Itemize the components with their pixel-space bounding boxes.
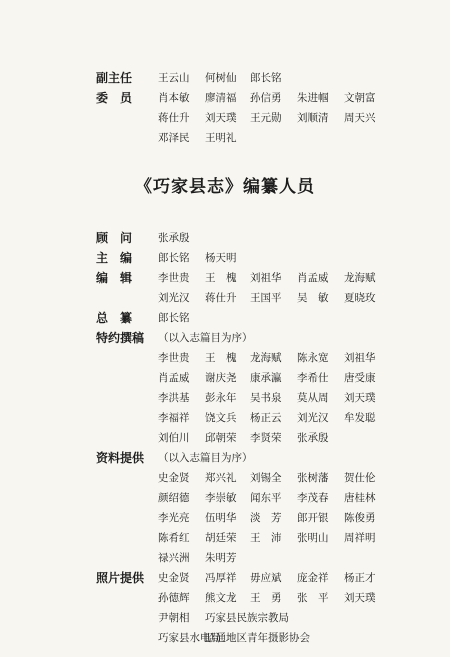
name-line [0,128,450,148]
person-name: 胡廷荣 [205,532,237,544]
person-name: 唐受康 [344,372,376,384]
person-name: 李世贵 [158,352,190,364]
person-name: 颜绍德 [158,492,190,504]
person-name: 熊文龙 [205,592,237,604]
role-row [0,228,450,248]
person-name: 李贤荣 [250,432,282,444]
person-name: 文朝富 [344,92,376,104]
person-name: 孙信勇 [250,92,282,104]
person-name: 张承殷 [158,232,190,244]
role-row [0,448,450,468]
person-name: 刘光汉 [158,292,190,304]
person-name: 陈俊勇 [344,512,376,524]
person-name: 尹朝相 [158,612,190,624]
person-name: 郎长铭 [250,72,282,84]
person-name: 刘天璞 [205,112,237,124]
role-label: 总 纂 [96,311,133,325]
person-name: 毋应斌 [250,572,282,584]
person-name: 肖本敏 [158,92,190,104]
name-line [0,588,450,608]
person-name: 何树仙 [205,72,237,84]
person-name: 巧家县水电局 [158,632,221,644]
order-note: （以入志篇目为序） [158,452,253,464]
person-name: 朱明芳 [205,552,237,564]
role-label: 顾 问 [96,231,133,245]
role-label: 照片提供 [96,571,145,585]
person-name: 饶文兵 [205,412,237,424]
name-line [0,288,450,308]
person-name: 郎长铭 [158,312,190,324]
role-label: 编 辑 [96,271,133,285]
person-name: 王 沛 [250,532,282,544]
person-name: 杨正才 [344,572,376,584]
name-line [0,608,450,628]
person-name: 周祥明 [344,532,376,544]
name-line [0,108,450,128]
role-row [0,68,450,88]
person-name: 史金贤 [158,572,190,584]
person-name: 郎长铭 [158,252,190,264]
person-name: 康承瀛 [250,372,282,384]
person-name: 王 槐 [205,272,237,284]
page-title: 《巧家县志》编纂人员 [135,177,315,197]
person-name: 蒋仕升 [205,292,237,304]
person-name: 刘祖华 [250,272,282,284]
person-name: 伍明华 [205,512,237,524]
person-name: 刘光汉 [297,412,329,424]
person-name: 邓泽民 [158,132,190,144]
person-name: 张 平 [297,592,329,604]
role-row [0,308,450,328]
role-row [0,88,450,108]
person-name: 刘祖华 [344,352,376,364]
name-line [0,408,450,428]
person-name: 肖孟威 [158,372,190,384]
person-name: 杨正云 [250,412,282,424]
person-name: 王国平 [250,292,282,304]
person-name: 淡 芳 [250,512,282,524]
person-name: 刘伯川 [158,432,190,444]
person-name: 邱朝荣 [205,432,237,444]
person-name: 郎开银 [297,512,329,524]
person-name: 巧家县民族宗教局 [205,612,289,624]
person-name: 刘锡全 [250,472,282,484]
name-line [0,348,450,368]
person-name: 吴 敏 [297,292,329,304]
person-name: 朱进帼 [297,92,329,104]
person-name: 龙海赋 [344,272,376,284]
person-name: 李崇敏 [205,492,237,504]
person-name: 庞金祥 [297,572,329,584]
name-line [0,548,450,568]
person-name: 冯厚祥 [205,572,237,584]
name-line [0,388,450,408]
person-name: 贺仕伦 [344,472,376,484]
person-name: 刘天璞 [344,592,376,604]
person-name: 刘顺清 [297,112,329,124]
person-name: 王 槐 [205,352,237,364]
person-name: 陈肴红 [158,532,190,544]
person-name: 夏晓玫 [344,292,376,304]
role-label: 副主任 [96,71,133,85]
person-name: 杨天明 [205,252,237,264]
person-name: 蒋仕升 [158,112,190,124]
person-name: 谢庆尧 [205,372,237,384]
person-name: 郑兴礼 [205,472,237,484]
person-name: 闻东平 [250,492,282,504]
person-name: 李世贵 [158,272,190,284]
person-name: 王云山 [158,72,190,84]
person-name: 禄兴洲 [158,552,190,564]
name-line [0,468,450,488]
role-label: 特约撰稿 [96,331,145,345]
name-line [0,508,450,528]
name-line [0,368,450,388]
person-name: 刘天璞 [344,392,376,404]
person-name: 张明山 [297,532,329,544]
person-name: 唐桂林 [344,492,376,504]
role-row [0,568,450,588]
role-label: 主 编 [96,251,133,265]
person-name: 王元勋 [250,112,282,124]
person-name: 李希仕 [297,372,329,384]
person-name: 李光亮 [158,512,190,524]
person-name: 周天兴 [344,112,376,124]
name-line [0,528,450,548]
person-name: 龙海赋 [250,352,282,364]
person-name: 莫从周 [297,392,329,404]
person-name: 昭通地区青年摄影协会 [205,632,310,644]
person-name: 张承殷 [297,432,329,444]
role-row [0,268,450,288]
role-label: 委 员 [96,91,133,105]
person-name: 李茂春 [297,492,329,504]
person-name: 李福祥 [158,412,190,424]
role-row [0,248,450,268]
name-line [0,628,450,648]
person-name: 吴书泉 [250,392,282,404]
name-line [0,428,450,448]
person-name: 肖孟威 [297,272,329,284]
person-name: 牟发聪 [344,412,376,424]
person-name: 王 勇 [250,592,282,604]
person-name: 廖清福 [205,92,237,104]
role-label: 资料提供 [96,451,145,465]
role-row [0,328,450,348]
person-name: 李洪基 [158,392,190,404]
order-note: （以入志篇目为序） [158,332,253,344]
person-name: 史金贤 [158,472,190,484]
person-name: 王明礼 [205,132,237,144]
name-line [0,488,450,508]
person-name: 陈永宽 [297,352,329,364]
person-name: 张树藩 [297,472,329,484]
person-name: 孙德辉 [158,592,190,604]
person-name: 彭永年 [205,392,237,404]
